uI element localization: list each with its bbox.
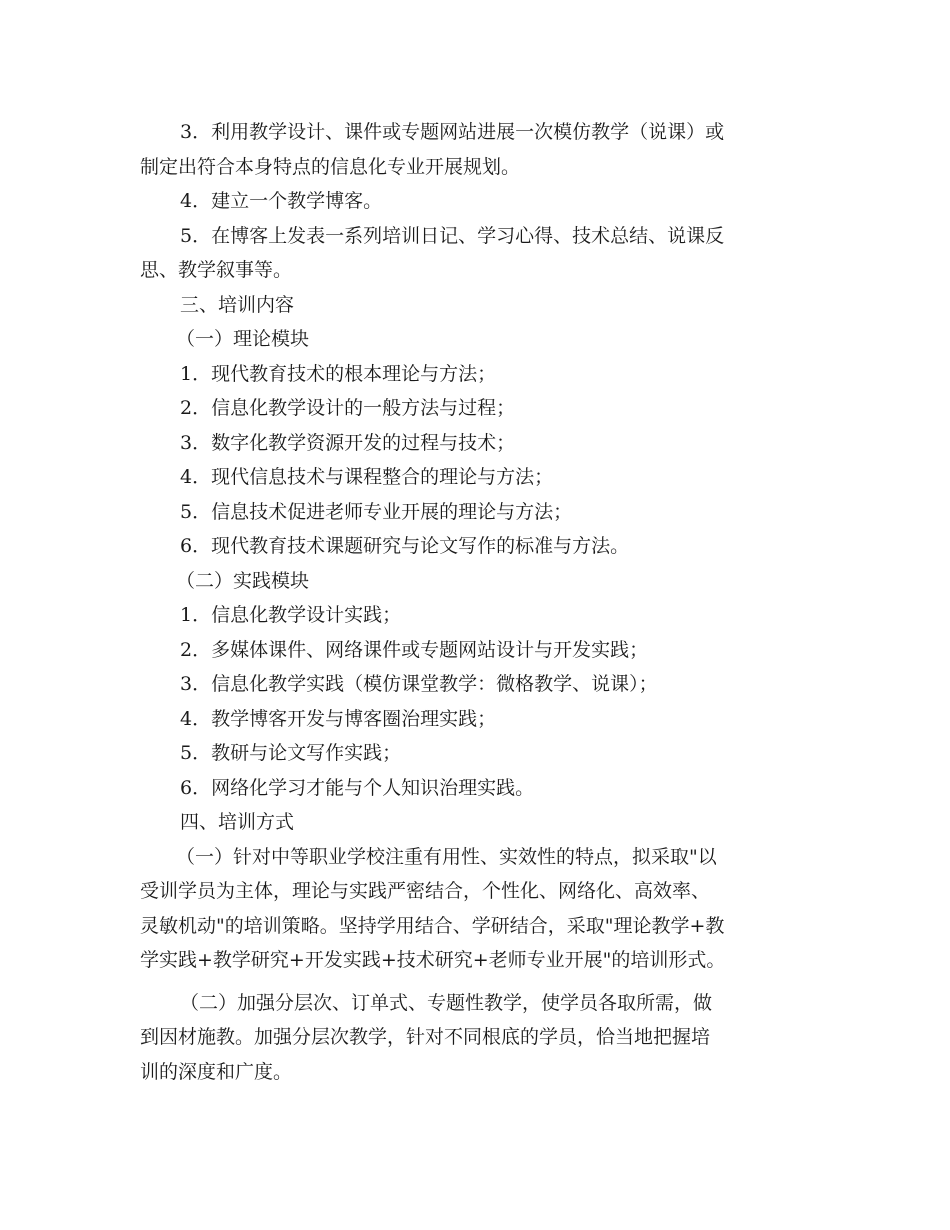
practice-item-4: 4．教学博客开发与博客圈治理实践； <box>180 707 497 730</box>
section-heading-training-method: 四、培训方式 <box>180 811 295 833</box>
list-item-4: 4．建立一个教学博客。 <box>180 190 383 212</box>
list-item-3-line-1: 3．利用教学设计、课件或专题网站进展一次模仿教学（说课）或 <box>180 121 725 143</box>
method-paragraph-1-line-1: （一）针对中等职业学校注重有用性、实效性的特点，拟采取"以 <box>176 845 717 868</box>
section-heading-training-content: 三、培训内容 <box>180 293 295 316</box>
method-paragraph-1-line-3: 灵敏机动"的培训策略。坚持学用结合、学研结合，采取"理论教学+教 <box>140 914 725 937</box>
document-body <box>140 115 812 1089</box>
method-paragraph-1-line-2: 受训学员为主体，理论与实践严密结合，个性化、网络化、高效率、 <box>140 880 711 902</box>
method-paragraph-2-line-3: 训的深度和广度。 <box>140 1060 293 1083</box>
theory-item-6: 6．现代教育技术课题研究与论文写作的标准与方法。 <box>180 535 630 557</box>
method-paragraph-1-line-4: 学实践+教学研究+开发实践+技术研究+老师专业开展"的培训形式。 <box>140 949 726 971</box>
practice-item-6: 6．网络化学习才能与个人知识治理实践。 <box>180 776 535 799</box>
list-item-3-line-2: 制定出符合本身特点的信息化专业开展规划。 <box>140 155 521 178</box>
subsection-heading-practice-module: （二）实践模块 <box>176 569 310 592</box>
practice-item-5: 5．教研与论文写作实践； <box>180 742 402 764</box>
list-item-5-line-1: 5．在博客上发表一系列培训日记、学习心得、技术总结、说课反 <box>180 224 725 247</box>
theory-item-5: 5．信息技术促进老师专业开展的理论与方法； <box>180 500 573 523</box>
practice-item-1: 1．信息化教学设计实践； <box>180 604 402 626</box>
theory-item-4: 4．现代信息技术与课程整合的理论与方法； <box>180 466 554 488</box>
method-paragraph-2-line-2: 到因材施教。加强分层次教学，针对不同根底的学员，恰当地把握培 <box>140 1026 711 1048</box>
subsection-heading-theory-module: （一）理论模块 <box>176 328 310 350</box>
theory-item-1: 1．现代教育技术的根本理论与方法； <box>180 362 497 385</box>
practice-item-3: 3．信息化教学实践（模仿课堂教学：微格教学、说课）； <box>180 673 658 695</box>
theory-item-3: 3．数字化教学资源开发的过程与技术； <box>180 431 516 454</box>
method-paragraph-2-line-1: （二）加强分层次、订单式、专题性教学，使学员各取所需，做 <box>180 991 713 1014</box>
practice-item-2: 2．多媒体课件、网络课件或专题网站设计与开发实践； <box>180 638 649 661</box>
list-item-5-line-2: 思、教学叙事等。 <box>140 259 293 281</box>
theory-item-2: 2．信息化教学设计的一般方法与过程； <box>180 397 516 419</box>
